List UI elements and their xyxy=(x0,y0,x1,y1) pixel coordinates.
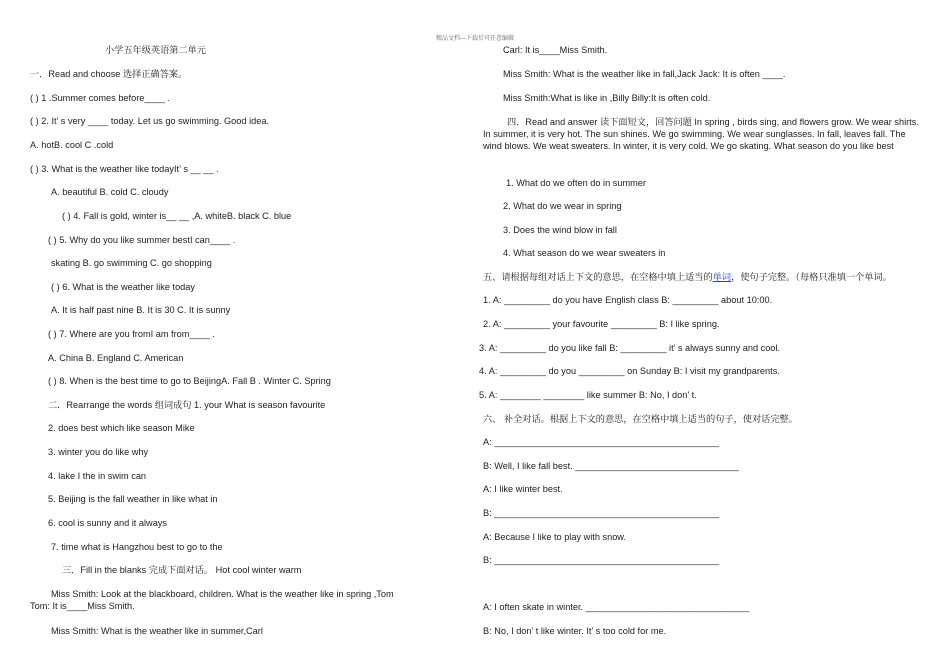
question-7: ( ) 7. Where are you fromI am from____ . xyxy=(48,329,215,339)
section-4-passage: 四．Read and answer 读下面短文，回答问题 In spring , birds sing, and flowers grow. We wear shirts. In summer, it is very hot. The sun shines. We go swimming. We wear sunglasses. In fall, leaves fall. The wind blows. We weat sweaters. In winter, it is very cold. We go skating. What season do you like best xyxy=(483,117,919,151)
question-7-options: A. China B. England C. American xyxy=(48,353,184,363)
dialogue-line-2: Miss Smith: What is the weather like in summer,Carl xyxy=(51,626,263,636)
dialogue-line-5: Miss Smith:What is like in ,Billy Billy:It is often cold. xyxy=(503,93,711,103)
fill-item-2: 2. A: _________ your favourite _________ B: I like spring. xyxy=(483,319,720,329)
answer-question-3: 3. Does the wind blow in fall xyxy=(503,225,617,235)
question-3-options: A. beautiful B. cold C. cloudy xyxy=(51,187,169,197)
question-5: ( ) 5. Why do you like summer bestI can____ . xyxy=(48,235,236,245)
section-5-title xyxy=(483,271,892,283)
section-2-title: 二．Rearrange the words 组词成句 1. your What is season favourite xyxy=(48,400,326,410)
complete-dialogue-1: A: ____________________________________________ xyxy=(483,437,720,447)
question-2-options: A. hotB. cool C .cold xyxy=(30,140,114,150)
answer-question-2: 2. What do we wear in spring xyxy=(503,201,622,211)
question-2: ( ) 2. It’ s very ____ today. Let us go swimming. Good idea. xyxy=(30,116,269,126)
fill-item-3: 3. A: _________ do you like fall B: _________ it’ s always sunny and cool. xyxy=(479,343,781,353)
question-5-options: skating B. go swimming C. go shopping xyxy=(51,258,212,268)
dialogue-line-3: Carl: It is____Miss Smith. xyxy=(503,45,608,55)
dialogue-line-4: Miss Smith: What is the weather like in fall,Jack Jack: It is often ____. xyxy=(503,69,786,79)
rearrange-item-6: 6. cool is sunny and it always xyxy=(48,518,167,528)
complete-dialogue-2: B: Well, I like fall best. ________________________________ xyxy=(483,461,739,471)
question-1: ( ) 1 .Summer comes before____ . xyxy=(30,93,170,103)
complete-dialogue-6: B: ____________________________________________ xyxy=(483,555,720,565)
section-5-link[interactable]: 单词 xyxy=(712,272,732,282)
question-6: ( ) 6. What is the weather like today xyxy=(51,282,195,292)
question-6-options: A. It is half past nine B. It is 30 C. It is sunny xyxy=(51,305,231,315)
section-1-title: 一．Read and choose 选择正确答案。 xyxy=(30,69,188,79)
fill-item-4: 4. A: _________ do you _________ on Sunday B: I visit my grandparents. xyxy=(479,366,780,376)
section-3-title: 三．Fill in the blanks 完成下面对话。 Hot cool winter warm xyxy=(62,565,302,575)
rearrange-item-4: 4. lake I the in swim can xyxy=(48,471,147,481)
fill-item-1: 1. A: _________ do you have English class B: _________ about 10:00. xyxy=(483,295,773,305)
complete-dialogue-4: B: ____________________________________________ xyxy=(483,508,720,518)
section-5-text-b: ，使句子完整。（每格只准填一个单词。 xyxy=(731,272,892,282)
question-4: ( ) 4. Fall is gold, winter is__ __ ,A. whiteB. black C. blue xyxy=(62,211,292,221)
question-3: ( ) 3. What is the weather like todayIt’ s __ __ . xyxy=(30,164,219,174)
dialogue-line-1: Miss Smith: Look at the blackboard, children. What is the weather like in spring ,Tom xyxy=(51,589,394,599)
answer-question-1: 1. What do we often do in summer xyxy=(506,178,646,188)
rearrange-item-2: 2. does best which like season Mike xyxy=(48,423,195,433)
rearrange-item-3: 3. winter you do like why xyxy=(48,447,149,457)
dialogue-line-1b: Tom: It is____Miss Smith. xyxy=(30,601,135,611)
section-6-title: 六、 补全对话。根据上下文的意思，在空格中填上适当的句子，使对话完整。 xyxy=(483,414,798,424)
complete-dialogue-5: A: Because I like to play with snow. xyxy=(483,532,626,542)
answer-question-4: 4. What season do we wear sweaters in xyxy=(503,248,666,258)
worksheet-title: 小学五年级英语第二单元 xyxy=(105,45,207,55)
page-header-note: 精品文档---下载后可任意编辑 xyxy=(436,36,514,42)
rearrange-item-5: 5. Beijing is the fall weather in like what in xyxy=(48,494,218,504)
question-8: ( ) 8. When is the best time to go to BeijingA. Fall B . Winter C. Spring xyxy=(48,376,331,386)
section-5-text-a: 五、请根据每组对话上下文的意思，在空格中填上适当的 xyxy=(483,272,713,282)
fill-item-5: 5. A: ________ ________ like summer B: No, I don’ t. xyxy=(479,390,697,400)
rearrange-item-7: 7. time what is Hangzhou best to go to the xyxy=(51,542,223,552)
complete-dialogue-8: B: No, I don’ t like winter. It’ s too cold for me. xyxy=(483,626,667,636)
complete-dialogue-3: A: I like winter best. xyxy=(483,484,563,494)
complete-dialogue-7: A: I often skate in winter. ________________________________ xyxy=(483,602,750,612)
